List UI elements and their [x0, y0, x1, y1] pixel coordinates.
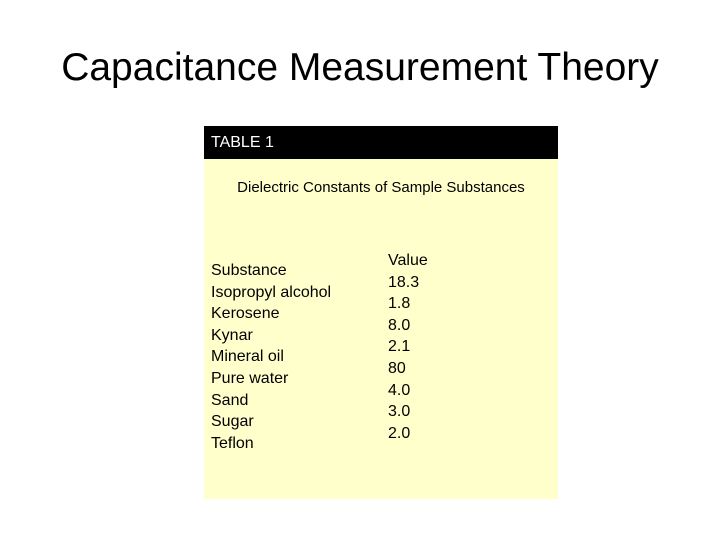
substance-cell: Kynar: [211, 326, 253, 344]
substance-cell: Isopropyl alcohol: [211, 283, 332, 301]
value-cell: 2.1: [388, 338, 411, 356]
table-caption: Dielectric Constants of Sample Substances: [237, 179, 525, 196]
value-cell: 80: [388, 359, 406, 377]
value-cell: 1.8: [388, 295, 411, 313]
value-cell: 3.0: [388, 403, 411, 421]
table-header: TABLE 1: [204, 126, 558, 159]
value-column-header: Value: [388, 252, 428, 269]
dielectric-table: [204, 126, 558, 499]
substance-cell: Pure water: [211, 369, 289, 387]
substance-cell: Kerosene: [211, 305, 280, 323]
slide-title: Capacitance Measurement Theory: [61, 46, 659, 89]
substance-cell: Teflon: [211, 434, 254, 452]
substance-cell: Mineral oil: [211, 348, 284, 366]
substance-cell: Sugar: [211, 413, 254, 431]
value-column: [388, 250, 428, 444]
substance-cell: Sand: [211, 391, 249, 409]
value-cell: 4.0: [388, 381, 411, 399]
substance-column: [211, 260, 331, 454]
value-cell: 8.0: [388, 316, 411, 334]
value-cell: 2.0: [388, 424, 411, 442]
value-cell: 18.3: [388, 273, 420, 291]
substance-column-header: Substance: [211, 262, 287, 279]
